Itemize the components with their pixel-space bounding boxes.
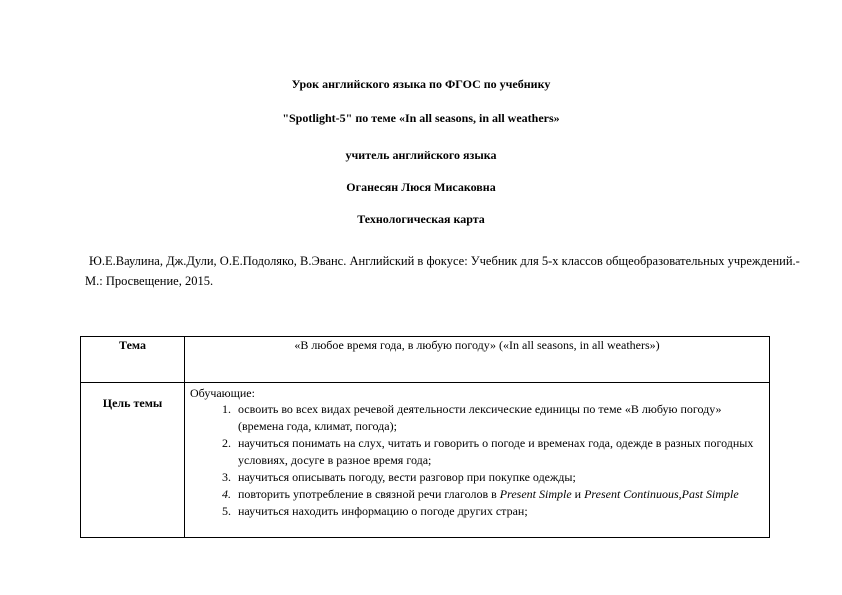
list-item: 1. освоить во всех видах речевой деятельности лексические единицы по теме «В любую погоду» (времена года, климат, погода); [234,401,761,435]
theme-label: Тема [81,337,185,383]
goal-list [190,401,761,520]
list-item [234,486,761,503]
list-item: 3. научиться описывать погоду, вести разговор при покупке одежды; [234,469,761,486]
theme-value: «В любое время года, в любую погоду» («In all seasons, in all weathers») [185,337,770,383]
goal-content [185,383,770,538]
lesson-title: Урок английского языка по ФГОС по учебнику [291,77,551,91]
lesson-table [80,336,770,538]
document-type: Технологическая карта [357,212,485,226]
goal-label: Цель темы [81,383,185,538]
teacher-role: учитель английского языка [345,148,497,162]
table-row [81,383,770,538]
list-item: 5. научиться находить информацию о погоде других стран; [234,503,761,520]
table-row [81,337,770,383]
goal-4-term-1: Present Simple [499,487,572,501]
goal-4-text: повторить употребление в связной речи глаголов в [238,487,500,501]
textbook-reference: Ю.Е.Ваулина, Дж.Дули, О.Е.Подоляко, В.Эванс. Английский в фокусе: Учебник для 5-х классов общеобразовательных учреждений.- М.: Просвещение, 2015. [85,254,800,288]
goal-intro: Обучающие: [190,386,255,400]
goal-4-term-2: Present Continuous,Past Simple [584,487,739,501]
goal-4-conjunction: и [571,487,585,501]
lesson-topic: "Spotlight-5" по теме «In all seasons, in all weathers» [282,111,560,125]
teacher-name: Оганесян Люся Мисаковна [346,180,496,194]
list-item: 2. научиться понимать на слух, читать и говорить о погоде и временах года, одежде в разных погодных условиях, досуге в разное время года; [234,435,761,469]
